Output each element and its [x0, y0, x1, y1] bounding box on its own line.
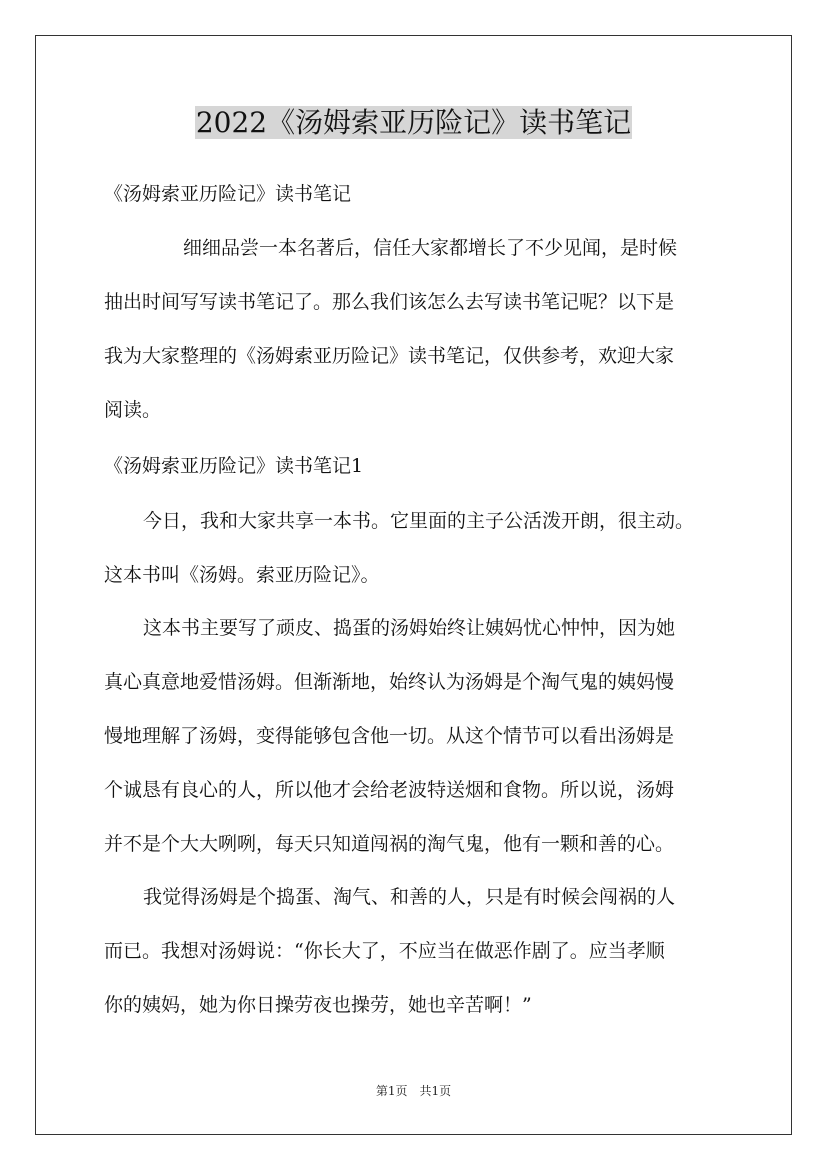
document-subtitle: 《汤姆索亚历险记》读书笔记 [104, 183, 352, 205]
section-heading: 《汤姆索亚历险记》读书笔记1 [104, 455, 364, 477]
intro-line: 抽出时间写写读书笔记了。那么我们该怎么去写读书笔记呢？以下是 [104, 291, 675, 313]
paragraph-line: 真心真意地爱惜汤姆。但渐渐地，始终认为汤姆是个淘气鬼的姨妈慢 [104, 671, 675, 693]
intro-line: 我为大家整理的《汤姆索亚历险记》读书笔记，仅供参考，欢迎大家 [104, 345, 675, 367]
paragraph-line: 个诚恳有良心的人，所以他才会给老波特送烟和食物。所以说，汤姆 [104, 779, 675, 801]
intro-line: 细细品尝一本名著后，信任大家都增长了不少见闻，是时候 [183, 237, 678, 259]
paragraph-line: 今日，我和大家共享一本书。它里面的主子公活泼开朗，很主动。 [143, 510, 695, 532]
intro-line: 阅读。 [104, 399, 162, 421]
paragraph-line: 这本书主要写了顽皮、捣蛋的汤姆始终让姨妈忧心忡忡，因为她 [143, 617, 676, 639]
paragraph-line: 你的姨妈，她为你日操劳夜也操劳，她也辛苦啊！” [104, 994, 532, 1016]
paragraph-line: 而已。我想对汤姆说：“你长大了，不应当在做恶作剧了。应当孝顺 [104, 940, 665, 962]
paragraph-line: 我觉得汤姆是个捣蛋、淘气、和善的人，只是有时候会闯祸的人 [143, 886, 676, 908]
document-title: 2022《汤姆索亚历险记》读书笔记 [195, 106, 632, 139]
page-footer: 第1页 共1页 [375, 1084, 452, 1098]
paragraph-line: 并不是个大大咧咧，每天只知道闯祸的淘气鬼，他有一颗和善的心。 [104, 833, 675, 855]
paragraph-line: 这本书叫《汤姆。索亚历险记》。 [104, 564, 380, 586]
paragraph-line: 慢地理解了汤姆，变得能够包含他一切。从这个情节可以看出汤姆是 [104, 725, 675, 747]
